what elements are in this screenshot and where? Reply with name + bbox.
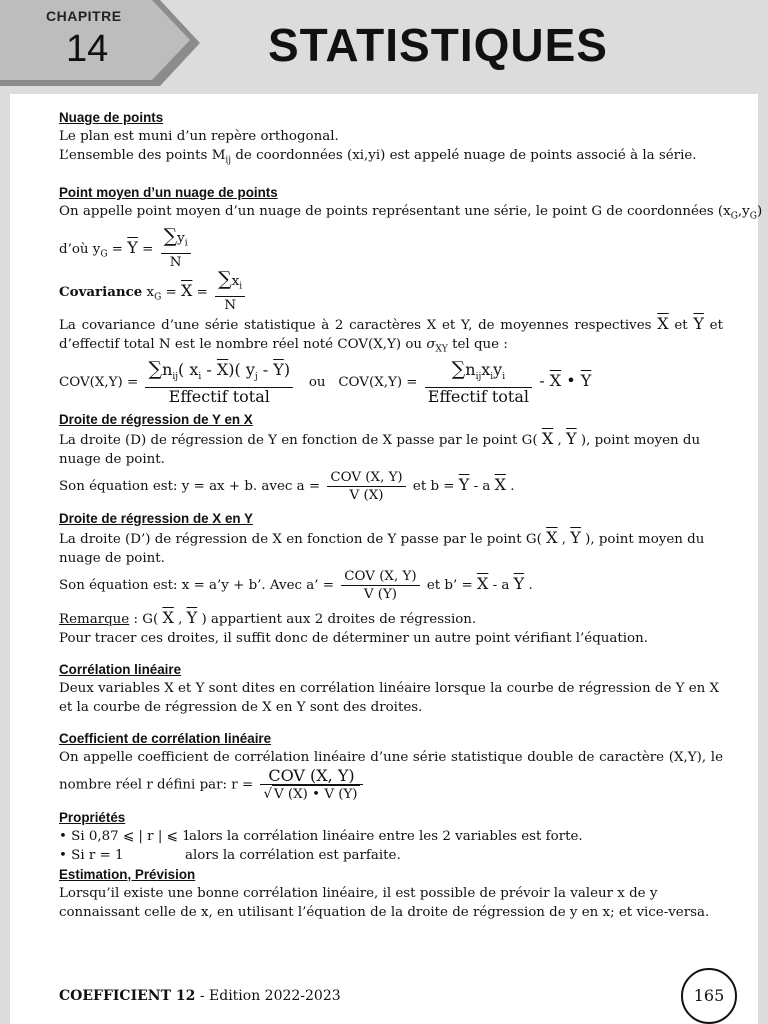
text-repere: Le plan est muni d’un repère orthogonal. [59,129,339,144]
fraction-a-prime [341,568,419,603]
cov-left: COV(X,Y) = [59,375,139,391]
fraction-a-den: V (X) [349,487,384,503]
text-covariance-b: et d’effectif total N est le nombre réel noté COV(X,Y) ou [59,317,723,352]
eq-xy-b: et b’ = [426,577,473,593]
text-regression-yx-b: ), point moyen du nuage de point. [59,432,701,467]
fraction-yg-num: $\sum y_i$ [161,228,191,254]
fraction-xg [215,268,245,314]
text-estimation: Lorsqu’il existe une bonne corrélation linéaire, il est possible de prévoir la valeur x de y connaissant celle de x, en utilisant l’équation de la droite de régression de y en x; et vice-versa. [59,885,710,920]
fraction-r-den: √ V (X) • V (Y) [263,786,358,802]
eq-xy: Son équation est: x = a’y + b’. Avec a’ = [59,577,335,593]
sub-g-4: G [154,292,162,303]
heading-proprietes: Propriétés [59,809,126,825]
fraction-cov-1-den: Effectif total [168,386,270,406]
ybar-4: $\overline{Y}$ [458,474,470,494]
footer-brand: COEFFICIENT 12 [59,988,196,1004]
sub-g-2: G [749,211,757,222]
fraction-xg-num: $\sum x_i$ [215,271,245,297]
xbar-7: $\overline{X}$ [162,607,174,627]
fraction-a-prime-den: V (Y) [363,586,398,602]
remark-text-a: : G( [129,611,159,627]
fraction-r-den-text: V (X) • V (Y) [274,786,358,802]
heading-estimation: Estimation, Prévision [59,866,196,882]
fraction-cov-2-num: $\sum n_{ij}x_iy_i$ [425,361,532,387]
fraction-yg [161,225,191,271]
cov-right: COV(X,Y) = [338,375,418,391]
formula-regression-yx: Son équation est: y = ax + b. avec a = $\frac{\text{COV (X, Y)}}{V (X)}$ et $b = \overline{Y} - a$ $\overline{X}$ . [59,469,515,503]
text-point-moyen-intro: On appelle point moyen d’un nuage de points représentant une série, le point G de coordonnées (x [59,203,731,219]
xbar-5: $\overline{X}$ [546,527,558,547]
page-number: 165 [681,968,737,1024]
heading-point-moyen: Point moyen d’un nuage de points [59,184,278,200]
ybar-7: $\overline{Y}$ [186,607,198,627]
ybar-1: $\overline{Y}$ [127,238,138,258]
formula-yg: d’où $y_G = \overline{Y}$ = $\frac{\sum y_i}{N}$ [59,228,723,271]
fraction-a-num: COV (X, Y) [327,469,405,487]
xbar-1: $\overline{X}$ [181,280,193,300]
formula-xg: Covariance $x_G = \overline{X}$ = $\frac{\sum x_i}{N}$ [59,271,723,314]
fraction-xg-den: N [224,297,237,313]
remark: Remarque : G( $\overline{X}$ , $\overline{Y}$ ) appartient aux 2 droites de régression. [59,607,477,627]
remark-label: Remarque [59,611,130,627]
sigma-icon: ∑ [218,268,232,291]
page-title: STATISTIQUES [268,19,608,71]
text-regression-xy-b: ), point moyen du nuage de point. [59,531,705,566]
covariance-label: Covariance [59,283,143,300]
text-ensemble [59,146,723,171]
remark-line2: Pour tracer ces droites, il suffit donc de déterminer un autre point vérifiant l’équation. [59,630,648,646]
sub-g-3: G [100,249,108,260]
sub-ij: ij [225,155,232,166]
footer-edition: - Edition 2022-2023 [195,988,341,1004]
fraction-r [260,767,362,803]
text-point-moyen-end: ) [756,203,763,219]
chapter-number: 14 [66,28,109,70]
heading-coefficient: Coefficient de corrélation linéaire [59,730,272,746]
ybar-3: $\overline{Y}$ [566,428,577,448]
heading-regression-yx: Droite de régression de Y en X [59,411,253,427]
text-dou: d’où y [59,242,101,258]
fraction-cov-2 [425,358,532,406]
xbar-2: $\overline{X}$ [657,313,669,333]
xbar-6: $\overline{X}$ [476,573,489,593]
text-regression-yx: La droite (D) de régression de Y en fonction de X passe par le point G( $\overline{X}$ , $\overline{Y}$ ), point moyen du nuage de point. [59,428,701,467]
sub-xy: XY [435,344,448,355]
fraction-a [327,469,405,504]
heading-correlation: Corrélation linéaire [59,661,182,677]
chapter-label: CHAPITRE [46,8,122,24]
text-ou: ou [308,375,326,391]
text-point-moyen [59,202,763,227]
text-ensemble-a: L’ensemble des points M [59,148,226,163]
eq-yx-b: et b = [412,478,455,494]
property-1-cond: • Si 0,87 ⩽ | r | ⩽ 1 [59,828,191,844]
footer [59,988,341,1004]
heading-regression-xy: Droite de régression de X en Y [59,510,253,526]
property-2-cond: • Si r = 1 [59,847,124,863]
text-coefficient [59,748,723,803]
xbar-4: $\overline{X}$ [494,474,507,494]
formula-cov [59,358,723,406]
text-covariance-a: La covariance d’une série statistique à 2 caractères X et Y, de moyennes respectives [59,317,652,333]
property-1 [59,827,723,846]
ybar-6: $\overline{Y}$ [513,573,525,593]
text-regression-yx-a: La droite (D) de régression de Y en fonction de X passe par le point G( [59,432,538,448]
sigma-icon: ∑ [163,225,178,248]
ybar-2: $\overline{Y}$ [693,313,704,333]
property-2 [59,846,723,865]
text-covariance: La covariance d’une série statistique à 2 caractères X et Y, de moyennes respectives $\overline{X}$ et $\overline{Y}$ et d’effectif total N est le nombre réel noté COV(X,Y) ou $\sigma_{XY}$ tel que : [59,313,723,355]
sub-g-1: G [730,211,738,222]
heading-nuage: Nuage de points [59,110,164,125]
property-2-text: alors la corrélation est parfaite. [185,847,401,863]
ybar-5: $\overline{Y}$ [570,527,581,547]
document-body [59,108,763,922]
fraction-cov-2-den: Effectif total [427,386,529,406]
minus-xbar-ybar: - $\overline{X}$ • $\overline{Y}$ [539,371,592,391]
fraction-cov-1 [145,358,293,406]
text-regression-xy-a: La droite (D’) de régression de X en fonction de Y passe par le point G( [59,531,542,547]
text-coefficient-a: On appelle coefficient de corrélation linéaire d’une série statistique double de caractère (X,Y), le nombre réel r défini par: r = [59,749,723,793]
sigma-xy-icon: σ [426,336,436,352]
fraction-a-prime-num: COV (X, Y) [341,568,419,586]
text-ensemble-b: de coordonnées (xi,yi) est appelé nuage de points associé à la série. [231,148,697,163]
text-correlation: Deux variables X et Y sont dites en corrélation linéaire lorsque la courbe de régression de Y en X et la courbe de régression de X en Y sont des droites. [59,680,720,715]
text-regression-xy: La droite (D’) de régression de X en fonction de Y passe par le point G( $\overline{X}$ , $\overline{Y}$ ), point moyen du nuage de point. [59,527,705,566]
fraction-cov-1-num: $\sum n_{ij}$( $x_i - \overline{X}$)( $y_j - \overline{Y}$) [145,361,293,387]
formula-regression-xy: Son équation est: x = a’y + b’. Avec a’ = $\frac{\text{COV (X, Y)}}{V (Y)}$ et b’ = $\overline{X}$ - a $\overline{Y}$ . [59,568,533,602]
remark-text-b: ) appartient aux 2 droites de régression. [201,611,477,627]
fraction-r-num: COV (X, Y) [260,767,362,785]
xbar-3: $\overline{X}$ [541,428,554,448]
text-covariance-c: tel que : [452,336,508,352]
property-1-text: alors la corrélation linéaire entre les 2 variables est forte. [189,828,583,844]
fraction-yg-den: N [169,255,182,271]
eq-yx: Son équation est: y = ax + b. avec a = [59,478,321,494]
